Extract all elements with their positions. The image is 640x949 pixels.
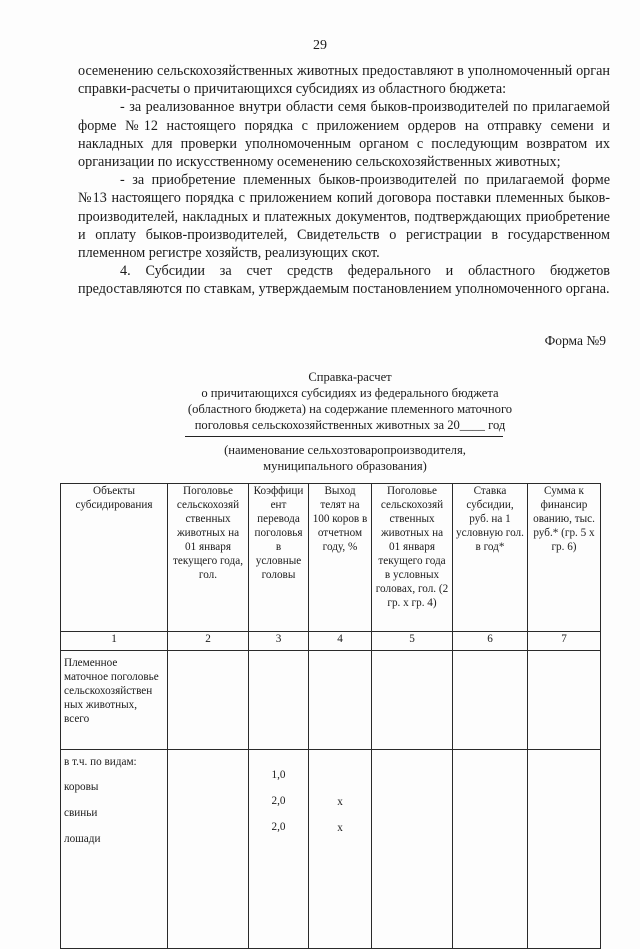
subsidy-table [60, 483, 601, 949]
table-cell [249, 651, 309, 750]
coef-horses: 2,0 [271, 821, 286, 833]
table-row [61, 651, 601, 750]
header-cell: Сумма к финансир ованию, тыс. руб.* (гр. 5 х гр. 6) [528, 484, 601, 632]
row-label-by-type [61, 750, 168, 949]
paragraph-2: - за реализованное внутри области семя быков-производителей по прилагаемой форме №12 настоящего порядка с приложением ордеров на отправку семени и накладных для проверки уполномоченным органом с последующим возвратом их организации по искусственному осеменению сельскохозяйственных животных; [78, 99, 610, 171]
coef-cows: 1,0 [271, 769, 286, 781]
table-cell [528, 750, 601, 949]
column-number: 7 [528, 632, 601, 651]
form-title [150, 369, 550, 433]
coefficient-cell [249, 750, 309, 949]
coef-pigs: 2,0 [271, 795, 286, 807]
header-cell: Коэффици ент перевода поголовья в условные головы [249, 484, 309, 632]
paragraph-1: осеменению сельскохозяйственных животных предоставляют в уполномоченный орган справки-расчеты о причитающихся субсидиях из областного бюджета: [78, 63, 610, 98]
producer-name-caption [175, 442, 515, 474]
table-cell [453, 651, 528, 750]
calf-yield-horses: х [337, 822, 343, 834]
form-label: Форма №9 [544, 333, 606, 348]
column-number: 6 [453, 632, 528, 651]
column-number: 1 [61, 632, 168, 651]
paragraph-3: - за приобретение племенных быков-производителей по прилагаемой форме №13 настоящего порядка с приложением копий договора поставки племенных быков-производителей, накладных и платежных документов, подтверждающих приобретение и оплату быков-производителей, Свидетельств о регистрации в государственном племенном регистре хозяйств, реализующих скот. [78, 172, 610, 262]
table-cell [168, 651, 249, 750]
type-label-pigs: свиньи [64, 807, 98, 819]
header-cell: Поголовье сельскохозяй ственных животных на 01 января текущего года в условных головах, гол. (2 гр. х гр. 4) [372, 484, 453, 632]
header-cell: Объекты субсидирования [61, 484, 168, 632]
table-cell [372, 651, 453, 750]
table-cell [453, 750, 528, 949]
column-number: 4 [309, 632, 372, 651]
header-cell: Ставка субсидии, руб. на 1 условную гол. в год* [453, 484, 528, 632]
header-cell: Выход телят на 100 коров в отчетном году, % [309, 484, 372, 632]
table-header-row [61, 484, 601, 632]
paragraph-4: 4. Субсидии за счет средств федерального и областного бюджетов предоставляются по ставкам, утверждаемым постановлением уполномоченного органа. [78, 263, 610, 298]
producer-name-line [185, 436, 503, 437]
caption-line-1: (наименование сельхозтоваропроизводителя, [224, 443, 466, 457]
table-row [61, 750, 601, 949]
title-line-2: о причитающихся субсидиях из федерального бюджета [201, 386, 499, 400]
title-line-3: (областного бюджета) на содержание племенного маточного [187, 402, 513, 416]
header-cell: Поголовье сельскохозяй ственных животных на 01 января текущего года, гол. [168, 484, 249, 632]
page-number: 29 [313, 38, 327, 53]
title-line-1: Справка-расчет [308, 370, 392, 384]
column-number: 3 [249, 632, 309, 651]
calf-yield-cell [309, 750, 372, 949]
column-number: 2 [168, 632, 249, 651]
column-number: 5 [372, 632, 453, 651]
table-cell [168, 750, 249, 949]
type-label-horses: лошади [64, 833, 101, 845]
caption-line-2: муниципального образования) [263, 459, 427, 473]
table-cell [528, 651, 601, 750]
table-cell [309, 651, 372, 750]
calf-yield-pigs: х [337, 796, 343, 808]
type-label-cows: коровы [64, 781, 99, 793]
column-number-row [61, 632, 601, 651]
row-label-total: Племенное маточное поголовье сельскохозяйствен ных животных, всего [61, 651, 168, 750]
title-line-4: поголовья сельскохозяйственных животных за 20____ год [194, 418, 506, 432]
by-type-heading: в т.ч. по видам: [64, 756, 137, 768]
table-cell [372, 750, 453, 949]
body-text [78, 62, 610, 299]
